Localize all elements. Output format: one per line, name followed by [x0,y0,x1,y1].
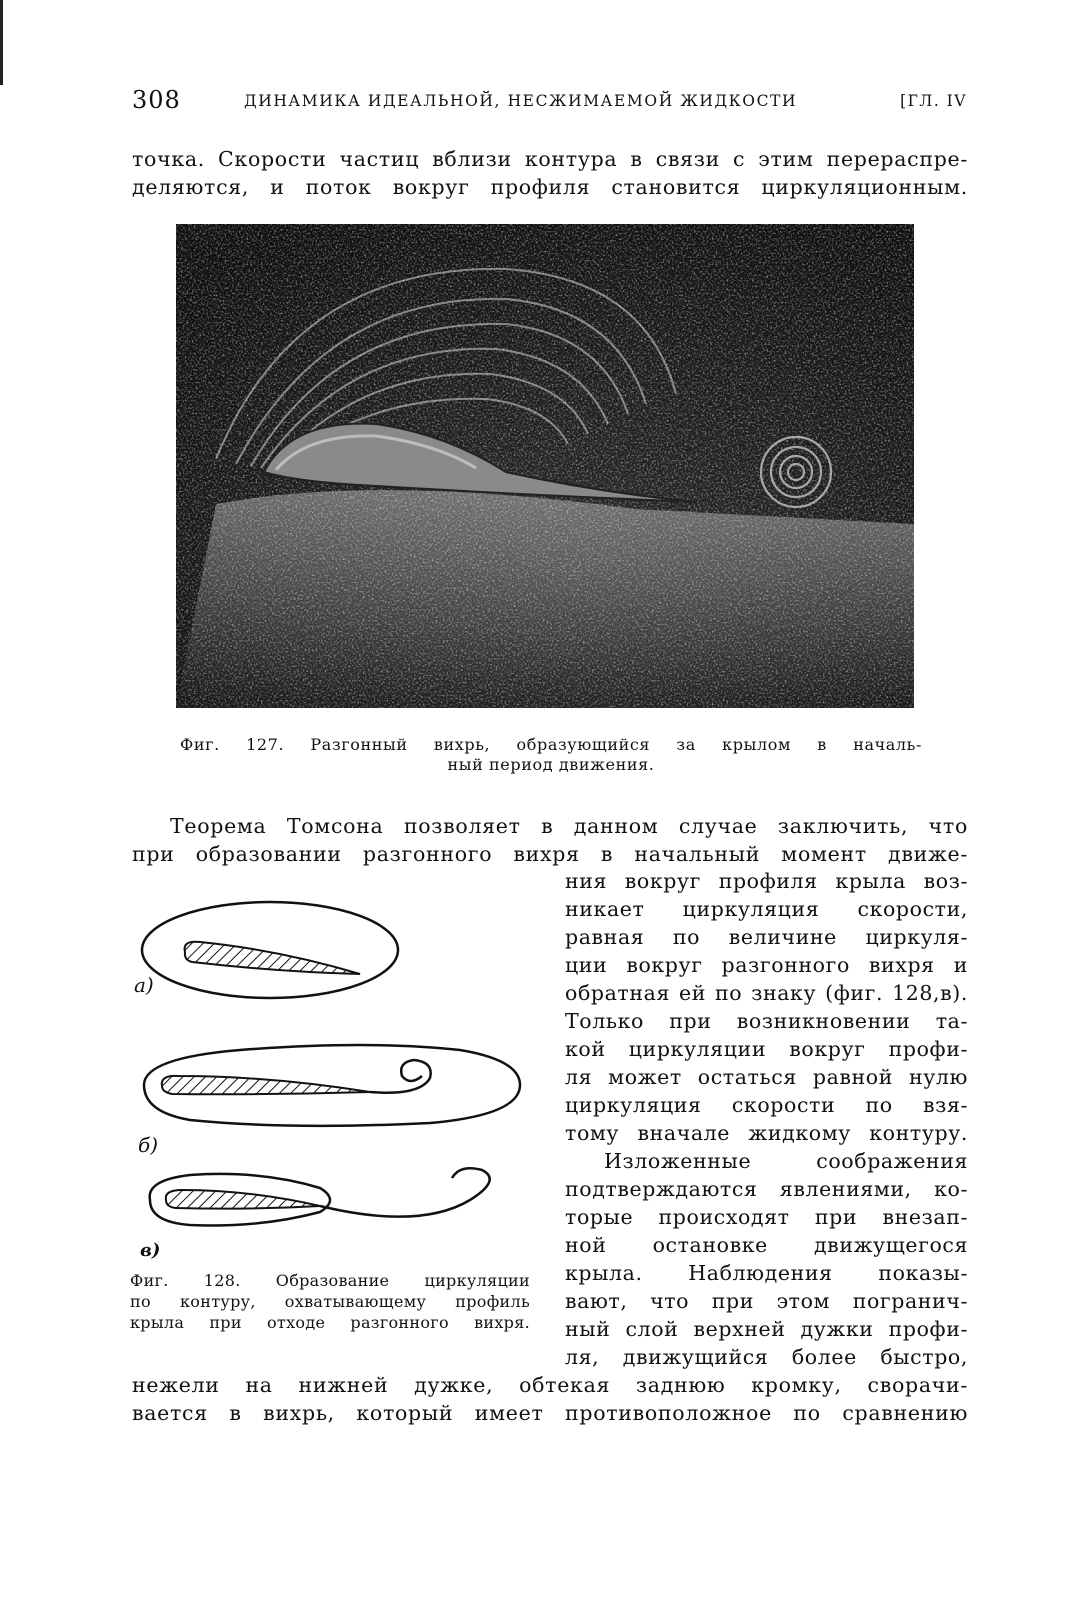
side-text-line: никает циркуляция скорости, [565,897,968,921]
figure-128-diagram [130,880,530,1260]
diagram-b [144,1045,520,1126]
side-text-line: ля может остаться равной нулю [565,1065,968,1089]
scan-edge [0,0,3,85]
text-line: нежели на нижней дужке, обтекая заднюю кромку, сворачи- [132,1373,968,1397]
caption-line: Фиг. 127. Разгонный вихрь, образующийся за крылом в началь- [180,735,922,754]
label-b: б) [138,1133,159,1157]
diagram-a [142,902,398,998]
running-title: ДИНАМИКА ИДЕАЛЬНОЙ, НЕСЖИМАЕМОЙ ЖИДКОСТИ [244,92,798,110]
text-line: деляются, и поток вокруг профиля становится циркуляционным. [132,175,968,199]
side-text-line: ции вокруг разгонного вихря и [565,953,968,977]
caption-line: Фиг. 128. Образование циркуляции [130,1271,530,1290]
caption-line: по контуру, охватывающему профиль [130,1292,530,1311]
diagram-v [150,1168,490,1225]
caption-line: крыла при отходе разгонного вихря. [130,1313,530,1332]
figure-128-caption [130,1270,530,1333]
text-line: точка. Скорости частиц вблизи контура в связи с этим перераспре- [132,147,968,171]
figure-127-caption [180,735,922,775]
label-v: в) [140,1240,161,1260]
side-text-line: вают, что при этом погранич- [565,1289,968,1313]
side-text-line: Изложенные соображения [604,1149,968,1173]
side-text-line: тому вначале жидкому контуру. [565,1121,968,1145]
text-line: Теорема Томсона позволяет в данном случае заключить, что [170,814,968,838]
side-text-line: подтверждаются явлениями, ко- [565,1177,968,1201]
side-text-line: ной остановке движущегося [565,1233,968,1257]
figure-127-photo [176,224,914,708]
side-text-line: ля, движущийся более быстро, [565,1345,968,1369]
chapter-label: [ГЛ. IV [900,92,967,110]
side-text-line: кой циркуляции вокруг профи- [565,1037,968,1061]
side-text-line: крыла. Наблюдения показы- [565,1261,968,1285]
side-text-line: обратная ей по знаку (фиг. 128,в). [565,981,968,1005]
text-line: при образовании разгонного вихря в начальный момент движе- [132,842,968,866]
caption-line: ный период движения. [447,755,655,774]
side-text-line: Только при возникновении та- [565,1009,968,1033]
page-number: 308 [132,86,181,114]
side-text-line: циркуляция скорости по взя- [565,1093,968,1117]
side-text-line: торые происходят при внезап- [565,1205,968,1229]
text-line: вается в вихрь, который имеет противоположное по сравнению [132,1401,968,1425]
label-a: а) [134,973,154,997]
side-text-line: равная по величине циркуля- [565,925,968,949]
side-text-line: ный слой верхней дужки профи- [565,1317,968,1341]
side-text-line: ния вокруг профиля крыла воз- [565,869,968,893]
page-header [132,86,967,116]
